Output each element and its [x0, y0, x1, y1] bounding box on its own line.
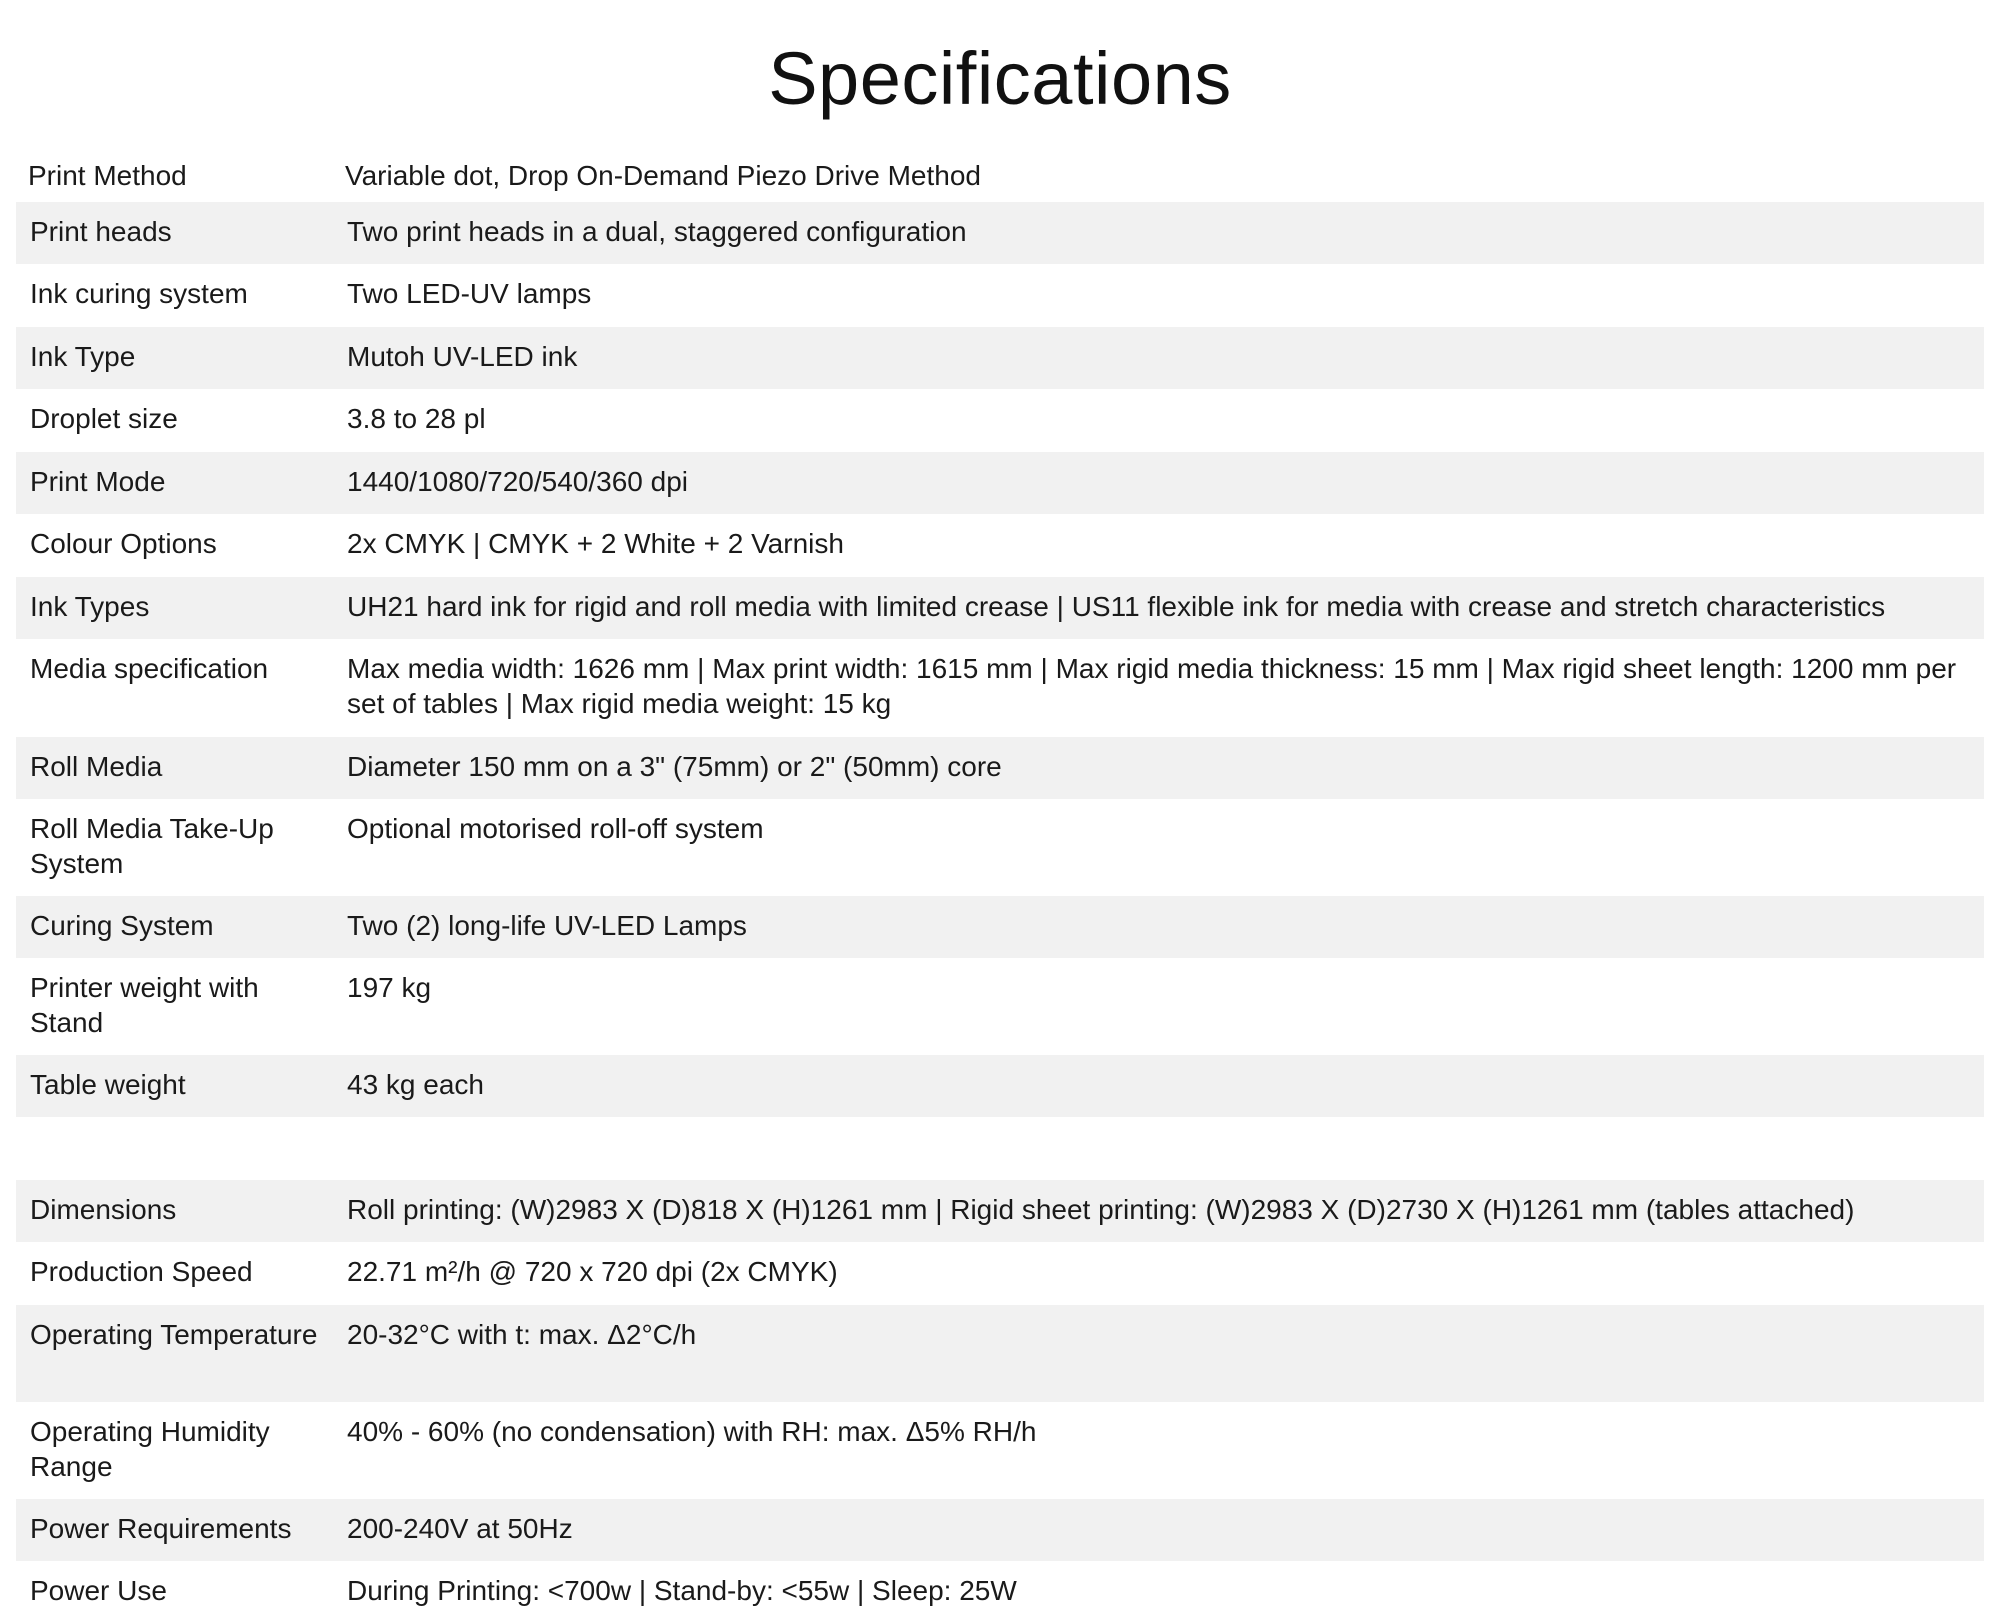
spec-label: Table weight	[30, 1069, 186, 1100]
spec-label: Curing System	[30, 910, 214, 941]
spec-row-production-speed	[16, 1242, 1984, 1305]
spec-value: Two LED-UV lamps	[347, 278, 592, 309]
spec-label: Roll Media	[30, 751, 163, 782]
spec-label: Dimensions	[30, 1194, 177, 1225]
spec-value: 197 kg	[347, 972, 432, 1003]
spec-label: Power Requirements	[30, 1513, 292, 1544]
spec-value: Variable dot, Drop On-Demand Piezo Drive Method	[345, 160, 982, 191]
spec-value: 43 kg each	[347, 1069, 484, 1100]
spec-label: Print Mode	[30, 466, 166, 497]
spec-value: 22.71 m²/h @ 720 x 720 dpi (2x CMYK)	[347, 1256, 838, 1287]
spec-value: 3.8 to 28 pl	[347, 403, 486, 434]
spec-row-print-method	[16, 146, 1984, 202]
spec-row-power-requirements	[16, 1499, 1984, 1561]
spec-value: Optional motorised roll-off system	[347, 813, 764, 844]
spec-label: Ink Type	[30, 341, 136, 372]
spec-row-print-mode	[16, 452, 1984, 514]
spec-value: 2x CMYK | CMYK + 2 White + 2 Varnish	[347, 528, 844, 559]
spec-label: Power Use	[30, 1575, 167, 1606]
spec-value: 200-240V at 50Hz	[347, 1513, 573, 1544]
spec-label: Roll Media Take-Up System	[30, 813, 274, 879]
page-title: Specifications	[768, 37, 1232, 120]
spec-label: Print heads	[30, 216, 172, 247]
spec-value: 1440/1080/720/540/360 dpi	[347, 466, 688, 497]
spec-row-roll-media-take-up	[16, 799, 1984, 896]
spec-row-operating-humidity	[16, 1402, 1984, 1499]
spec-row-print-heads	[16, 202, 1984, 264]
spec-value: Mutoh UV-LED ink	[347, 341, 578, 372]
spec-row-colour-options	[16, 514, 1984, 577]
spec-row-curing-system	[16, 896, 1984, 958]
spec-label: Operating Humidity Range	[30, 1416, 270, 1482]
spec-value: Roll printing: (W)2983 X (D)818 X (H)1261 mm | Rigid sheet printing: (W)2983 X (D)2730 X (H)1261 mm (tables attached)	[347, 1194, 1855, 1225]
spec-row-table-weight	[16, 1055, 1984, 1117]
spec-label: Printer weight with Stand	[30, 972, 259, 1038]
specifications-table	[16, 146, 1984, 1611]
spec-label: Production Speed	[30, 1256, 253, 1287]
spec-value: During Printing: <700w | Stand-by: <55w | Sleep: 25W	[347, 1575, 1017, 1606]
spec-label: Print Method	[28, 160, 187, 191]
spec-row-media-specification	[16, 639, 1984, 737]
spec-value: Two (2) long-life UV-LED Lamps	[347, 910, 747, 941]
spec-row-ink-types	[16, 577, 1984, 639]
section-spacer	[16, 1117, 1984, 1180]
spec-value: Two print heads in a dual, staggered configuration	[347, 216, 967, 247]
spec-label: Ink curing system	[30, 278, 248, 309]
spec-row-dimensions	[16, 1180, 1984, 1242]
spec-row-printer-weight	[16, 958, 1984, 1055]
spec-label: Colour Options	[30, 528, 217, 559]
spec-value: Diameter 150 mm on a 3" (75mm) or 2" (50mm) core	[347, 751, 1002, 782]
spec-row-ink-curing-system	[16, 264, 1984, 327]
spec-row-operating-temperature	[16, 1305, 1984, 1402]
spec-value: 20-32°C with t: max. Δ2°C/h	[347, 1319, 697, 1350]
spec-row-roll-media	[16, 737, 1984, 799]
spec-label: Droplet size	[30, 403, 178, 434]
spec-label: Ink Types	[30, 591, 150, 622]
spec-row-droplet-size	[16, 389, 1984, 452]
spec-label: Operating Temperature	[30, 1319, 318, 1350]
spec-value: Max media width: 1626 mm | Max print width: 1615 mm | Max rigid media thickness: 15 mm | Max rigid sheet length: 1200 mm per set of tables | Max rigid media weight: 15 kg	[347, 653, 1957, 719]
spec-label: Media specification	[30, 653, 269, 684]
spec-row-ink-type	[16, 327, 1984, 389]
spec-value: 40% - 60% (no condensation) with RH: max. Δ5% RH/h	[347, 1416, 1037, 1447]
spec-value: UH21 hard ink for rigid and roll media with limited crease | US11 flexible ink for media with crease and stretch characteristics	[347, 591, 1886, 622]
